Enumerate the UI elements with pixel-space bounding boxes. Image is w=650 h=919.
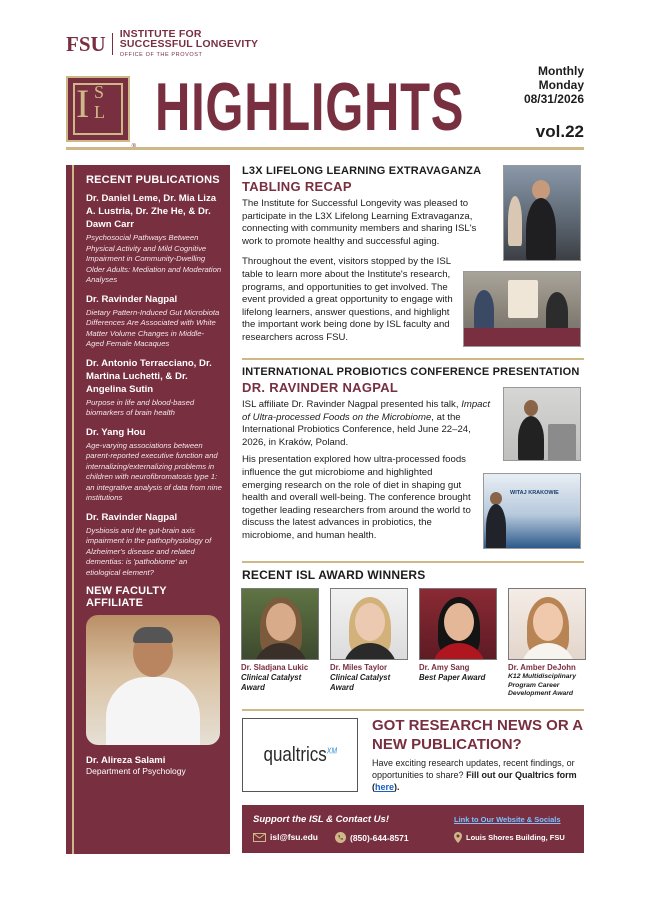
- publication-authors: Dr. Antonio Terracciano, Dr. Martina Luchetti, & Dr. Angelina Sutin: [86, 357, 212, 395]
- website-socials-link[interactable]: Link to Our Website & Socials: [454, 815, 561, 824]
- news-text-plain: Have exciting research updates, recent findings, or opportunities to share?: [372, 758, 575, 780]
- paren-close: ).: [394, 782, 400, 792]
- news-text: [372, 757, 586, 793]
- dateline: [524, 64, 584, 106]
- section-divider: [242, 358, 584, 360]
- publication-authors: Dr. Daniel Leme, Dr. Mia Liza A. Lustria, Dr. Zhe He, & Dr. Dawn Carr: [86, 193, 217, 230]
- winner-name: Dr. Sladjana Lukic: [241, 663, 309, 672]
- publication-item: [86, 357, 222, 419]
- para-text: ISL affiliate Dr. Ravinder Nagpal presented his talk,: [242, 399, 462, 410]
- para-text: , at the International Probiotics Conference, held June 22–24, 2026, in Kraków, Poland.: [242, 411, 471, 448]
- article-paragraph: [242, 399, 492, 449]
- award-winner: [330, 588, 408, 693]
- article-subheading: TABLING RECAP: [242, 179, 352, 194]
- article-paragraph: Throughout the event, visitors stopped by the ISL table to learn more about the Institute's research, programs, and opportunities to get involved. The event provided a great opportunity to engage with lifelong learners, answer questions, and highlight the important work being done by ISL faculty and researchers across FSU.: [242, 256, 453, 343]
- fsu-wordmark: FSU: [66, 31, 106, 56]
- publication-authors: Dr. Yang Hou: [86, 426, 146, 438]
- conference-photo-banner: [483, 473, 581, 549]
- winner-photo: [330, 588, 408, 660]
- article-paragraph: His presentation explored how ultra-processed foods influence the gut microbiome and highlighted emerging research on the role of diet in shaping gut health and overall well-being. The conference brought together leading researchers from around the world to discuss the latest advances in probiotics, the microbiome, and human health.: [242, 454, 471, 541]
- winner-name: Dr. Amy Sang: [419, 663, 470, 672]
- publication-title[interactable]: Dietary Pattern-Induced Gut Microbiota Differences Are Associated with White Matter Volume Changes in Middle-Aged Female Macaques: [86, 307, 220, 348]
- news-heading: GOT RESEARCH NEWS OR A NEW PUBLICATION?: [372, 717, 583, 753]
- publication-title[interactable]: Psychosocial Pathways Between Physical Activity and Mild Cognitive Impairment in Community-Dwelling Older Adults: Mediation and Moderation Analyses: [86, 233, 222, 284]
- publication-authors: Dr. Ravinder Nagpal: [86, 511, 178, 523]
- institute-name: [120, 29, 259, 60]
- isl-logo-badge: [66, 76, 130, 142]
- badge-letter-s: S: [94, 82, 105, 102]
- footer-email[interactable]: [253, 832, 318, 842]
- newsletter-title: HIGHLIGHTS: [155, 69, 465, 145]
- frequency: Monthly: [538, 64, 584, 78]
- paren-open: (: [372, 782, 375, 792]
- footer-heading: Support the ISL & Contact Us!: [253, 814, 389, 825]
- faculty-photo: [86, 615, 220, 745]
- winner-photo: [508, 588, 586, 660]
- publication-item: [86, 293, 222, 350]
- photo-figure-body: [106, 677, 200, 745]
- footer: [242, 805, 584, 853]
- award-winner: [241, 588, 319, 693]
- faculty-heading: NEW FACULTY AFFILIATE: [86, 585, 167, 609]
- sidebar: [66, 165, 230, 854]
- header-divider: [66, 147, 584, 150]
- envelope-icon: [253, 833, 266, 842]
- institute-line3: OFFICE OF THE PROVOST: [119, 51, 203, 58]
- weekday: Monday: [538, 78, 584, 92]
- sidebar-gold-stripe: [72, 165, 74, 854]
- publications-heading: RECENT PUBLICATIONS: [86, 174, 220, 186]
- qualtrics-form-link[interactable]: here: [375, 782, 395, 792]
- photo-figure-hair: [133, 627, 173, 643]
- publication-authors: Dr. Ravinder Nagpal: [86, 293, 178, 305]
- footer-address: [454, 832, 565, 843]
- institute-line1: INSTITUTE FOR: [119, 27, 202, 40]
- winner-award: Best Paper Award: [419, 673, 486, 682]
- event-photo-presenter: [503, 165, 581, 261]
- volume-number: vol.22: [535, 122, 584, 141]
- badge-letter-i: I: [76, 81, 90, 126]
- article-heading: INTERNATIONAL PROBIOTICS CONFERENCE PRESENTATION: [242, 366, 580, 378]
- award-winner: [419, 588, 497, 683]
- logo-divider: [112, 33, 113, 55]
- qualtrics-logo: [263, 744, 337, 767]
- winner-photo: [419, 588, 497, 660]
- section-divider: [242, 709, 584, 711]
- awards-heading: RECENT ISL AWARD WINNERS: [242, 568, 426, 582]
- winner-award: Clinical Catalyst Award: [241, 673, 302, 692]
- article-heading: L3X LIFELONG LEARNING EXTRAVAGANZA: [242, 165, 482, 177]
- faculty-department: Department of Psychology: [86, 766, 186, 776]
- publication-title[interactable]: Purpose in life and blood-based biomarkers of brain health: [86, 397, 195, 417]
- institute-line2: SUCCESSFUL LONGEVITY: [119, 37, 259, 50]
- publication-title[interactable]: Dysbiosis and the gut-brain axis impairment in the pathophysiology of Alzheimer's disease and related dementias: is 'pathobiome' an etiological element?: [86, 525, 212, 577]
- badge-letter-l: L: [94, 102, 105, 122]
- publication-title[interactable]: Age-varying associations between parent-reported executive function and internalizing/externalizing problems in children with neurofibromatosis type 1: an integrative analysis of data from nine institutions: [86, 440, 222, 502]
- issue-date: 08/31/2026: [523, 92, 584, 106]
- article-subheading: DR. RAVINDER NAGPAL: [242, 380, 399, 395]
- publication-item: [86, 426, 222, 504]
- conference-photo-podium: [503, 387, 581, 461]
- location-pin-icon: [454, 832, 462, 843]
- event-photo-table: [463, 271, 581, 347]
- award-winner: [508, 588, 586, 699]
- banner-text: WITAJ KRAKOWIE: [510, 490, 559, 496]
- faculty-name: Dr. Alireza Salami: [86, 755, 166, 766]
- winner-name: Dr. Amber DeJohn: [508, 663, 576, 672]
- phone-icon: [335, 832, 346, 843]
- winner-photo: [241, 588, 319, 660]
- news-text-bold: Fill out our Qualtrics form: [466, 770, 577, 780]
- fsu-isl-logo: [66, 27, 259, 58]
- winner-name: Dr. Miles Taylor: [330, 663, 388, 672]
- publication-item: [86, 511, 222, 579]
- qualtrics-logo-box[interactable]: [242, 718, 358, 792]
- winner-award: K12 Multidisciplinary Program Career Development Award: [508, 673, 576, 697]
- section-divider: [242, 561, 584, 563]
- talk-title: Impact of Ultra-processed Foods on the Microbiome: [242, 399, 490, 423]
- email-address[interactable]: isl@fsu.edu: [270, 832, 318, 842]
- footer-phone[interactable]: [335, 832, 409, 843]
- qualtrics-wordmark: qualtrics: [263, 743, 327, 766]
- article-paragraph: The Institute for Successful Longevity was pleased to participate in the L3X Lifelong Learning Extravaganza, connecting with community members and sharing ISL's work to promote healthy and successful aging.: [242, 198, 477, 247]
- publication-item: [86, 192, 222, 286]
- address-text: Louis Shores Building, FSU: [466, 833, 565, 842]
- phone-number[interactable]: (850)-644-8571: [350, 832, 409, 843]
- winner-award: Clinical Catalyst Award: [330, 673, 391, 692]
- qualtrics-xm: XM: [326, 745, 337, 755]
